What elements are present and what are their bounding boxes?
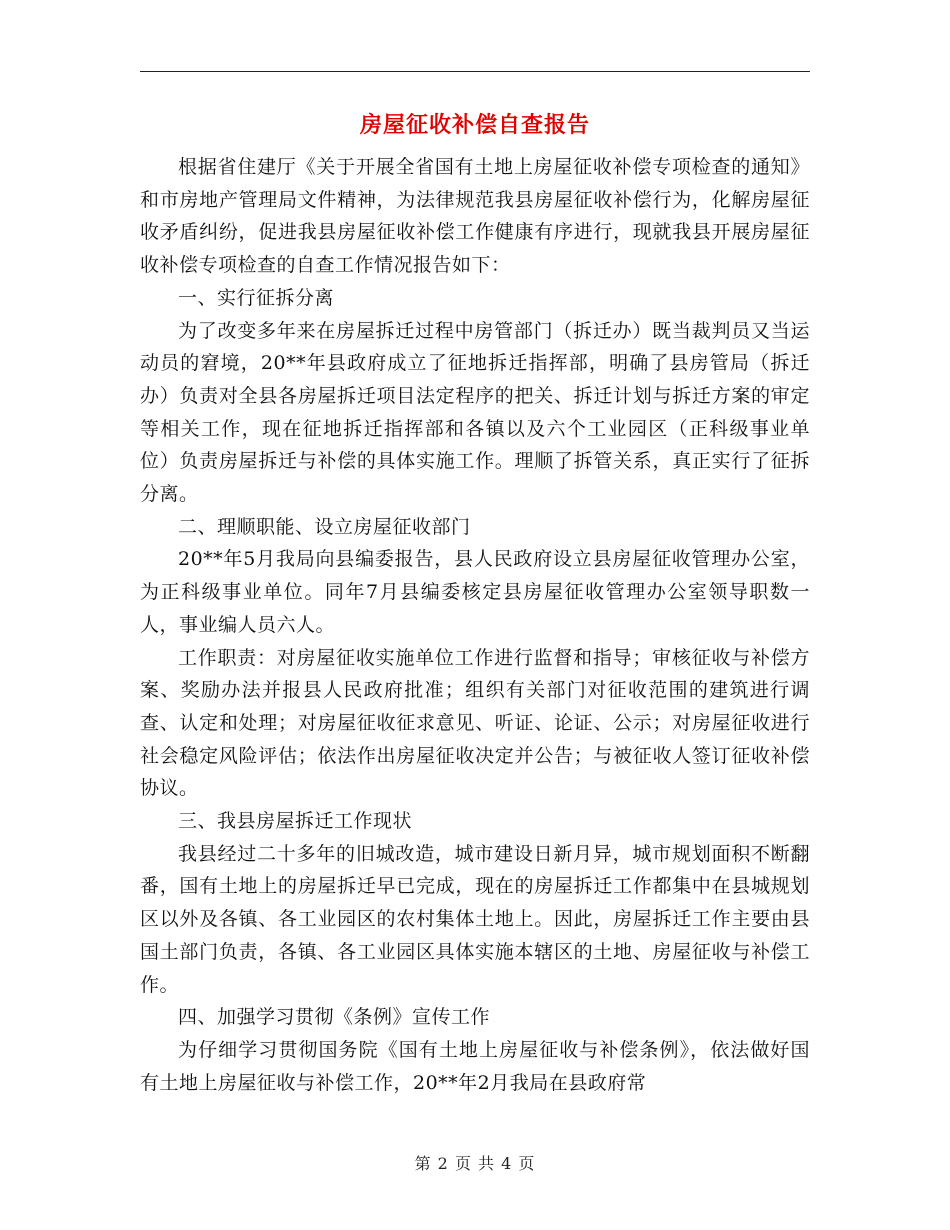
document-body: [140, 151, 810, 1099]
section-4-paragraph: 为仔细学习贯彻国务院《国有土地上房屋征收与补偿条例》，依法做好国有土地上房屋征收与补偿工作，20**年2月我局在县政府常: [140, 1038, 810, 1094]
intro-paragraph: 根据省住建厅《关于开展全省国有土地上房屋征收补偿专项检查的通知》和市房地产管理局文件精神，为法律规范我县房屋征收补偿行为，化解房屋征收矛盾纠纷，促进我县房屋征收补偿工作健康有序进行，现就我县开展房屋征收补偿专项检查的自查工作情况报告如下：: [140, 156, 810, 277]
section-heading-3: 三、我县房屋拆迁工作现状: [178, 810, 413, 833]
section-1-paragraph: 为了改变多年来在房屋拆迁过程中房管部门（拆迁办）既当裁判员又当运动员的窘境，20**年县政府成立了征地拆迁指挥部，明确了县房管局（拆迁办）负责对全县各房屋拆迁项目法定程序的把关、拆迁计划与拆迁方案的审定等相关工作，现在征地拆迁指挥部和各镇以及六个工业园区（正科级事业单位）负责房屋拆迁与补偿的具体实施工作。理顺了拆管关系，真正实行了征拆分离。: [140, 319, 810, 506]
section-2-paragraph: 20**年5月我局向县编委报告，县人民政府设立县房屋征收管理办公室，为正科级事业单位。同年7月县编委核定县房屋征收管理办公室领导职数一人，事业编人员六人。: [140, 548, 810, 636]
section-heading-1: 一、实行征拆分离: [178, 286, 335, 309]
section-heading-4: 四、加强学习贯彻《条例》宣传工作: [178, 1006, 491, 1029]
section-3-paragraph: 我县经过二十多年的旧城改造，城市建设日新月异，城市规划面积不断翻番，国有土地上的房屋拆迁早已完成，现在的房屋拆迁工作都集中在县城规划区以外及各镇、各工业园区的农村集体土地上。因此，房屋拆迁工作主要由县国土部门负责，各镇、各工业园区具体实施本辖区的土地、房屋征收与补偿工作。: [140, 842, 810, 996]
duties-paragraph: 工作职责：对房屋征收实施单位工作进行监督和指导；审核征收与补偿方案、奖励办法并报县人民政府批准；组织有关部门对征收范围的建筑进行调查、认定和处理；对房屋征收征求意见、听证、论证、公示；对房屋征收进行社会稳定风险评估；依法作出房屋征收决定并公告；与被征收人签订征收补偿协议。: [140, 646, 810, 800]
section-heading-2: 二、理顺职能、设立房屋征收部门: [178, 515, 471, 538]
page-number: 第 2 页 共 4 页: [414, 1154, 536, 1173]
header-rule: [140, 71, 810, 72]
document-title: 房屋征收补偿自查报告: [359, 112, 590, 138]
